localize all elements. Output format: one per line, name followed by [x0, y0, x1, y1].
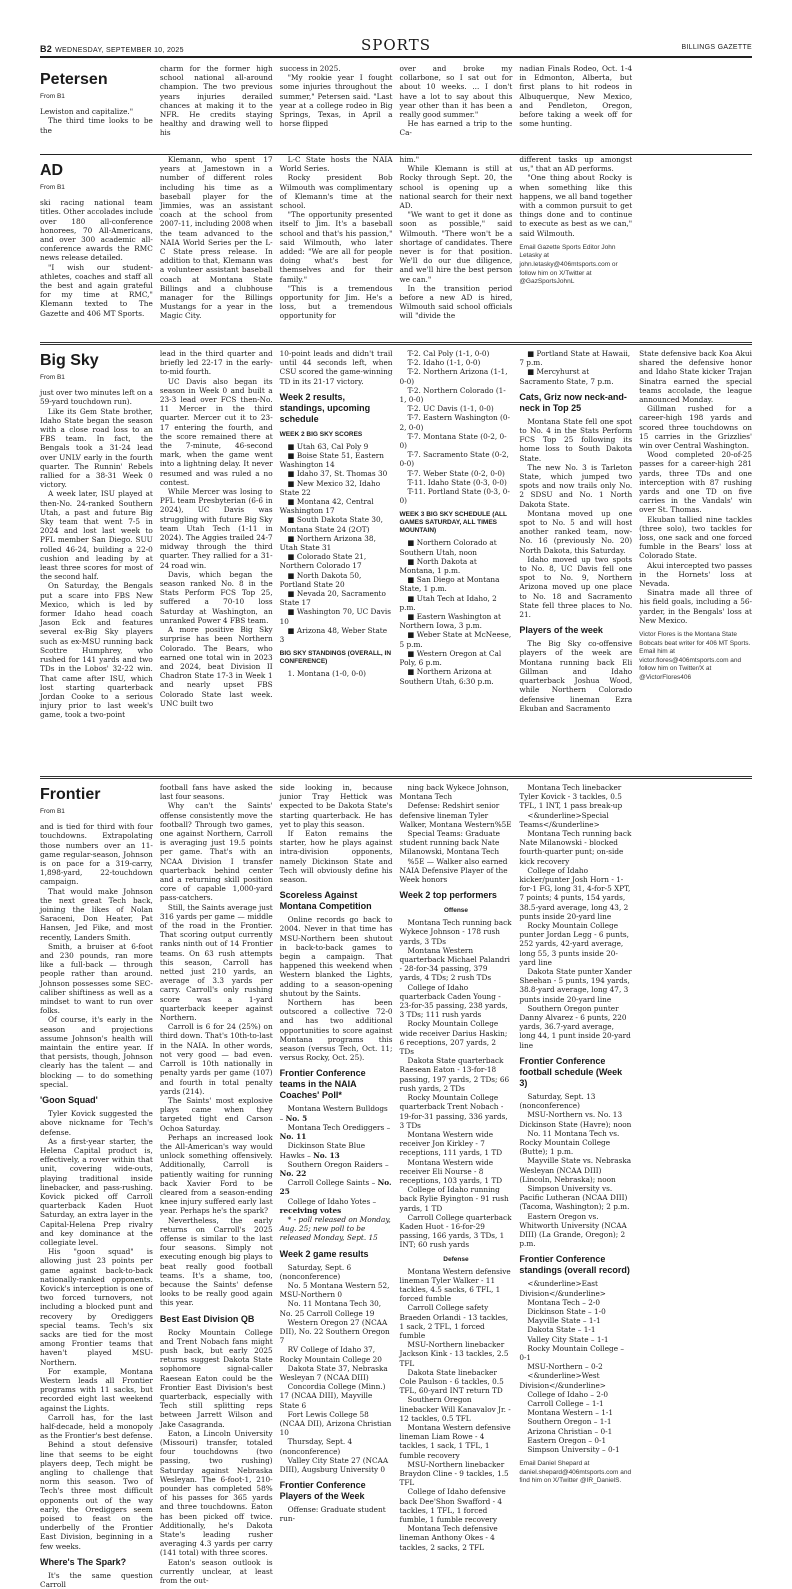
paragraph: While Mercer was losing to PFL team Presbyterian (6-6 in 2024), UC Davis was struggling with future Big Sky team Utah Tech (1-11 in 2024). The Aggies trailed 24-7 midway through the third quarter. They rallied for a 31-24 road win. — [159, 487, 273, 570]
paragraph: Special Teams: Graduate student running back Nate Milanowski, Montana Tech — [399, 829, 500, 857]
story-ad — [40, 154, 752, 340]
paragraph: Fort Lewis College 58 (NCAA DII), Arizona Christian 10 — [279, 1409, 392, 1438]
paragraph: ■ Mercyhurst at Sacramento State, 7 p.m. — [519, 367, 614, 386]
paragraph: over and broke my collarbone, so I sat out for about 10 weeks. ... I don't have a lot to say about this year other than it has been a really good summer." — [399, 64, 513, 120]
paragraph: ■ Nevada 20, Sacramento State 17 — [279, 589, 386, 608]
frontier-col-1 — [40, 779, 153, 1589]
paragraph: Smith, a bruiser at 6-foot and 230 pounds, ran more like a full-back — through people rather than around. Johnson possesses some SEC-caliber shiftiness as well as a mindset to want to run over folks. — [40, 941, 153, 1016]
subhead: Frontier Conference standings (overall record) — [519, 1254, 630, 1276]
paragraph: Rocky Mountain College – 0-1 — [519, 1343, 624, 1362]
paragraph: "My rookie year I fought some injuries throughout the summer," Petersen said. "Last year at a college rodeo in Big Springs, Texas, in April a horse flipped — [279, 73, 393, 129]
paragraph: nadian Finals Rodeo, Oct. 1-4 in Edmonton, Alberta, but first plans to hit rodeos in Albuquerque, New Mexico, and Pendleton, Oregon, before taking a week off for some hunting. — [519, 64, 633, 129]
paragraph: Southern Oregon linebacker Will Kanavalov Jr. - 12 tackles, 0.5 TFL — [399, 1395, 511, 1423]
paragraph: T-2. Northern Colorado (1-1, 0-0) — [399, 385, 506, 405]
paragraph: That would make Johnson the next great Tech back, joining the likes of Nolan Saraceni, Don Heater, Pat Hansen, Jed Fike, and most recently, Landers Smith. — [40, 886, 153, 942]
subhead: Frontier Conference teams in the NAIA Coaches' Poll* — [279, 1068, 366, 1101]
paragraph: ■ Western Oregon at Cal Poly, 6 p.m. — [399, 648, 502, 668]
paragraph: Like its Gem State brother, Idaho State began the season with a close road loss to an FBS team. In fact, the Bengals took a 31-24 lead over UNLV early in the fourth quarter. The Runnin' Rebels rallied for a 38-31 Week 0 victory. — [40, 406, 153, 490]
frontier-col-5 — [519, 779, 632, 1589]
paragraph: Dakota State 37, Nebraska Wesleyan 7 (NCAA DIII) — [279, 1363, 388, 1382]
paragraph: On Saturday, the Bengals put a scare into FBS New Mexico, which is led by former Idaho head coach Jason Eck and features several ex-Big Sky players such as ex-MSU running back Scottre Humphrey, who rushed for 141 yards and two TDs in the Lobos' 32-22 win. That came after ISU, which lost starting quarterback Jordan Cooke to a serious injury prior to last week's game, took a two-point — [40, 581, 153, 720]
bigsky-col-4 — [400, 345, 513, 774]
poll-rank: No. 13 — [313, 1150, 340, 1160]
paragraph: ■ South Dakota State 30, Montana State 24 (2OT) — [279, 515, 383, 534]
paragraph: Davis, which began the season ranked No. 8 in the Stats Perform FCS Top 25, suffered a 70-10 loss Saturday at Washington, an unranked Power 4 FBS team. — [159, 569, 273, 625]
paragraph: MSU-Northern – 0-2 — [527, 1362, 603, 1372]
paragraph: Thursday, Sept. 4 (nonconference) — [279, 1437, 353, 1456]
paragraph: Eastern Oregon vs. Whitworth University (NCAA DIII) (La Grande, Oregon); 2 p.m. — [519, 1211, 627, 1249]
paragraph: ■ North Dakota 50, Portland State 20 — [279, 570, 362, 589]
paragraph: T-2. UC Davis (1-1, 0-0) — [407, 404, 494, 414]
paragraph: College of Idaho – 2-0 — [527, 1389, 609, 1399]
paragraph: <&underline>East Division</&underline> — [519, 1279, 606, 1298]
subhead: Week 2 game results — [279, 1248, 369, 1259]
paragraph: Online records go back to 2004. Never in that time has MSU-Northern been shutout in back-to-back games to begin a campaign. That happened this weekend when Western blanked the Lights, adding to a season-opening shutout by the Saints. — [279, 915, 393, 998]
story-slug: AD — [40, 162, 64, 179]
story-slug: Big Sky — [40, 352, 99, 369]
bigsky-col-5 — [519, 345, 632, 774]
subhead: Scoreless Against Montana Competition — [279, 890, 372, 912]
paragraph: Dakota State quarterback Raesean Eaton - 13-for-18 passing, 197 yards, 2 TDs; 66 rush yards, 2 TDs — [399, 1056, 510, 1093]
jump-line: From B1 — [40, 184, 65, 191]
subhead: Players of the week — [519, 625, 603, 636]
page-number: B2 — [40, 44, 53, 54]
masthead — [40, 38, 752, 58]
paragraph: Montana Tech – 2-0 — [527, 1297, 600, 1307]
subhead: Cats, Griz now neck-and-neck in Top 25 — [519, 391, 627, 413]
paragraph: The new No. 3 is Tarleton State, which jumped two spots and now trails only No. 2 SDSU and No. 1 North Dakota State. — [519, 462, 633, 509]
paragraph: ■ Boise State 51, Eastern Washington 14 — [279, 451, 384, 470]
paragraph: Eastern Oregon – 0-1 — [527, 1435, 607, 1445]
paragraph: Tyler Kovick suggested the above nickname for Tech's defense. — [40, 1109, 153, 1137]
paragraph: Of course, it's early in the season and projections assume Johnson's health will maintain the entire year. If that persists, though, Johnson clearly has the talent — and blocking — to do something special. — [40, 1015, 153, 1089]
poll-team: Southern Oregon Raiders – — [287, 1159, 389, 1169]
poll-rank: No. 25 — [279, 1178, 392, 1197]
poll-team: Dickinson State Blue Hawks – — [279, 1141, 366, 1160]
paragraph: ■ Portland State at Hawaii, 7 p.m. — [519, 349, 631, 368]
paragraph: 1. Montana (1-0, 0-0) — [287, 669, 366, 679]
paragraph: Montana Tech defensive lineman Anthony Okes - 4 tackles, 2 sacks, 2 TFL — [399, 1524, 498, 1552]
paragraph: ■ Idaho 37, St. Thomas 30 — [287, 469, 388, 479]
paragraph: No. 11 Montana Tech 30, No. 25 Carroll College 19 — [279, 1299, 382, 1318]
paragraph: ■ Utah 63, Cal Poly 9 — [287, 441, 369, 451]
ad-col-2 — [160, 155, 273, 340]
subhead-small: WEEK 3 BIG SKY SCHEDULE (ALL GAMES SATURDAY, ALL TIMES MOUNTAIN) — [399, 511, 507, 535]
story-frontier — [40, 776, 752, 1589]
issue-date: WEDNESDAY, SEPTEMBER 10, 2025 — [55, 47, 184, 54]
paragraph: Defense: Redshirt senior defensive lineman Tyler Walker, Montana Western%5E — [399, 801, 512, 829]
paragraph: ■ Northern Colorado at Southern Utah, noon — [399, 538, 497, 557]
paragraph: Carroll College quarterback Kaden Huot - 16-for-29 passing, 166 yards, 3 TDs, 1 INT; 60 rush yards — [399, 1212, 512, 1250]
paragraph: The Saints' most explosive plays came when they targeted tight end Carson Ochoa Saturday. — [159, 1095, 273, 1133]
paragraph: %5E — Walker also earned NAIA Defensive Player of the Week honors — [399, 856, 508, 885]
paragraph: ■ Utah Tech at Idaho, 2 p.m. — [399, 593, 497, 612]
bigsky-col-2 — [160, 345, 273, 774]
paragraph: A more positive Big Sky surprise has been Northern Colorado. The Bears, who earned one total win in 2023 and 2024, beat Division II Chadron State 17-3 in Week 1 and nearly upset FBS Colorado State last week. UNC built two — [159, 625, 273, 708]
paragraph: T-7. Eastern Washington (0-2, 0-0) — [399, 413, 511, 432]
paragraph: College of Idaho quarterback Caden Young - 23-for-35 passing, 238 yards, 3 TDs; 111 rush yards — [399, 982, 508, 1020]
subhead-small: Defense — [443, 1255, 469, 1263]
paragraph: Valley City State 27 (NCAA DIII), Augsburg University 0 — [279, 1455, 389, 1474]
paragraph: Carroll is 6 for 24 (25%) on third down. That's 10th-to-last in the NAIA. In other words, not very good — bad even. Carroll is 10th nationally in penalty yards per game (107) and fourth in total penalty yards (214). — [159, 1022, 273, 1096]
paragraph: "One thing about Rocky is when something like this happens, we all band together with a common pursuit to get things done and to continue to execute as best as we can," said Wilmouth. — [519, 173, 633, 238]
paragraph: ■ Northern Arizona 38, Utah State 31 — [279, 533, 376, 553]
section-title: SPORTS — [361, 36, 431, 54]
petersen-col-1 — [40, 64, 153, 152]
paragraph: Lewiston and capitalize." — [40, 107, 134, 117]
paragraph: him." — [399, 155, 420, 164]
frontier-col-2 — [160, 779, 273, 1589]
paragraph: In the transition period before a new AD is hired, Wilmouth said school officials will "divide the — [399, 283, 513, 321]
byline: Email Gazette Sports Editor John Letasky at john.letasky@406mtsports.com or follow him on X/Twitter at @GazSportsJohnL — [519, 243, 618, 286]
paragraph: Rocky Mountain College quarterback Trent Nobach - 19-for-31 passing, 336 yards, 3 TDs — [399, 1093, 508, 1130]
paragraph: While Klemann is still at Rocky through Sept. 20, the school is opening up a national search for their next AD. — [399, 164, 513, 211]
paragraph: Dakota State linebacker Cole Paulson - 6 tackles, 0.5 TFL, 60-yard INT return TD — [399, 1367, 504, 1396]
petersen-col-3 — [280, 64, 393, 152]
poll-note: * - poll released on Monday, Aug. 25; new poll to be released Monday, Sept. 15 — [279, 1214, 391, 1243]
paragraph: College of Idaho defensive back Dee'Shon Swafford - 4 tackles, 1 TFL, 1 forced fumble, 1 fumble recovery — [399, 1487, 506, 1525]
paragraph: Simpson University – 0-1 — [527, 1445, 620, 1454]
frontier-col-6 — [639, 779, 752, 1589]
paragraph: Dickinson State – 1-0 — [527, 1306, 606, 1316]
paragraph: RV College of Idaho 37, Rocky Mountain College 20 — [279, 1345, 382, 1364]
paragraph: Rocky president Bob Wilmouth was complimentary of Klemann's time at the school. — [279, 173, 393, 211]
paragraph: Mayville State vs. Nebraska Wesleyan (NCAA DIII) (Lincoln, Nebraska); noon — [519, 1156, 632, 1184]
paragraph: Dakota State – 1-1 — [527, 1325, 596, 1335]
paragraph: No. 11 Montana Tech vs. Rocky Mountain College (Butte); 1 p.m. — [519, 1128, 620, 1157]
subhead: Frontier Conference football schedule (Week 3) — [519, 1055, 623, 1088]
paragraph: Wood completed 20-of-25 passes for a career-high 281 yards, three TDs and one interception with 87 rushing yards and one TD on five carries in the Vandals' win over St. Thomas. — [639, 450, 752, 515]
paragraph: charm for the former high school national all-around champion. The two previous years injuries derailed chances at making it to the NFR. He credits staying healthy and drawing well to his — [159, 64, 273, 138]
paragraph: L-C State hosts the NAIA World Series. — [279, 155, 393, 174]
paragraph: Mayville State – 1-1 — [527, 1316, 601, 1326]
paragraph: Montana State fell one spot to No. 4 in the Stats Perform FCS Top 25 following its home loss to South Dakota State. — [519, 416, 633, 463]
paragraph: Idaho moved up two spots to No. 8, UC Davis fell one spot to No. 9, Northern Arizona moved up one place to No. 18 and Sacramento State fell three places to No. 21. — [519, 554, 633, 620]
paragraph: ski racing national team titles. Other accolades include over 180 all-conference honorees, 70 All-Americans, and over 300 academic all-conference awards the RMC news release detailed. — [40, 198, 153, 263]
paragraph: Montana Tech running back Wykece Johnson - 178 rush yards, 3 TDs — [399, 918, 512, 946]
paragraph: Montana Western wide receiver Eli Nourse - 8 receptions, 103 yards, 1 TD — [399, 1157, 503, 1185]
paragraph: Montana Western defensive lineman Liam Rowe - 4 tackles, 1 sack, 1 TFL, 1 fumble recovery — [399, 1423, 511, 1460]
paragraph: Arizona Christian – 0-1 — [527, 1426, 613, 1436]
paragraph: T-7. Sacramento State (0-2, 0-0) — [399, 450, 509, 469]
paragraph: Carroll College – 1-1 — [527, 1398, 604, 1408]
jump-line: From B1 — [40, 374, 65, 381]
poll-entry — [280, 1123, 393, 1141]
story-big-sky — [40, 342, 752, 774]
poll-team: Carroll College Saints – — [287, 1178, 378, 1188]
subhead: Frontier Conference Players of the Week — [279, 1480, 366, 1502]
paragraph: ■ Montana 42, Central Washington 17 — [279, 497, 374, 516]
paragraph: State defensive back Koa Akui shared the defensive honor and Idaho State kicker Trajan Sinatra earned the special teams accolade, the league announced Monday. — [639, 349, 752, 405]
paragraph: T-7. Montana State (0-2, 0-0) — [399, 431, 507, 451]
paragraph: Rocky Mountain College and Trent Nobach fans might push back, but early 2025 returns suggest Dakota State sophomore signal-caller Raesean Eaton could be the Frontier East Division's best quarterback, especially with Tech still splitting reps between Jarrett Wilson and Jake Casagranda. — [159, 1327, 273, 1429]
paragraph: T-11. Idaho State (0-3, 0-0) — [407, 477, 507, 487]
ad-col-3 — [280, 155, 393, 340]
byline: Victor Flores is the Montana State Bobcats beat writer for 406 MT Sports. Email him at victor.flores@406mtsports.com and follow him on Twitter/X at @VictorFlores406 — [639, 631, 751, 682]
paragraph: Western Oregon 27 (NCAA DII), No. 22 Southern Oregon 7 — [279, 1317, 390, 1346]
paragraph: Still, the Saints average just 316 yards per game — middle of the road in the Frontier. That scoring output currently ranks ninth out of 14 Frontier teams. On 63 rush attempts this season, Carroll has netted just 210 yards, an average of 3.3 yards per carry. Carroll's only rushing score was a 1-yard quarterback keeper against Northern. — [159, 902, 273, 1023]
paragraph: It's the same question Carroll — [40, 1570, 153, 1589]
paragraph: Eaton, a Lincoln University (Missouri) transfer, totaled four touchdowns (two passing, two rushing) Saturday against Nebraska Wesleyan. The 6-foot-1, 210-pounder has completed 58% of his passes for 365 yards and three touchdowns. Eaton has been picked off twice. Additionally, he's Dakota State's leading rusher averaging 4.3 yards per carry (141 total) with three scores. — [159, 1428, 273, 1558]
paragraph: "The opportunity presented itself to Jim. It's a baseball school and that's his passion," said Wilmouth, who later added: "We are all for people doing what's best for themselves and for their family." — [279, 210, 393, 284]
paper-name: BILLINGS GAZETTE — [681, 44, 752, 51]
paragraph: Montana moved up one spot to No. 5 and will host another ranked team, now-No. 16 (previously No. 20) North Dakota, this Saturday. — [519, 508, 633, 555]
paragraph: Carroll has, for the last half-decade, held a monopoly as the Frontier's best defense. — [40, 1412, 153, 1441]
story-petersen — [40, 64, 752, 152]
paragraph: A week later, ISU played at then-No. 24-ranked Southern Utah, a past and future Big Sky team that went 7-5 in 2024 and lost last week to PFL member San Diego. SUU rolled 46-24, building a 22-0 cushion and leading by at least three scores for most of the second half. — [40, 489, 153, 582]
paragraph: If Eaton remains the starter, how he plays against intra-division opponents, namely Dickinson State and Tech will obviously define his season. — [279, 829, 393, 885]
paragraph: ■ Eastern Washington at Northern Iowa, 3 p.m. — [399, 612, 501, 631]
paragraph: The Big Sky co-offensive players of the week are Montana running back Eli Gillman and Idaho quarterback Joshua Wood, while Northern Colorado defensive lineman Ezra Ekuban and Sacramento — [519, 639, 633, 713]
paragraph: As a first-year starter, the Helena Capital product is, effectively, a rover within that unit, covering wide-outs, playing traditional inside linebacker, and pass-rushing. Kovick picked off Carroll quarterback Kaden Huot Saturday, an extra layer in the Capital-Helena Prep rivalry and key dominance at the collegiate level. — [40, 1136, 153, 1247]
petersen-col-4 — [400, 64, 513, 152]
paragraph: T-2. Northern Arizona (1-1, 0-0) — [399, 367, 508, 386]
paragraph: 10-point leads and didn't trail until 44 seconds left, when CSU scored the game-winning TD in its 21-17 victory. — [279, 349, 393, 386]
paragraph: <&underline>West Division</&underline> — [519, 1371, 606, 1390]
poll-rank: No. 11 — [279, 1132, 307, 1142]
subhead: Week 2 top performers — [399, 890, 497, 901]
paragraph: Akui intercepted two passes in the Hornets' loss at Nevada. — [639, 560, 752, 589]
subhead: Where's The Spark? — [40, 1556, 127, 1567]
story-slug: Petersen — [40, 71, 108, 88]
paragraph: MSU-Northern linebacker Braydon Cline - 9 tackles, 1.5 TFL — [399, 1459, 509, 1488]
paragraph: ■ San Diego at Montana State, 1 p.m. — [399, 575, 500, 594]
subhead: 'Goon Squad' — [40, 1095, 98, 1106]
bigsky-col-6 — [639, 345, 752, 774]
paragraph: T-2. Idaho (1-1, 0-0) — [407, 358, 481, 368]
newspaper-page — [40, 30, 752, 1589]
paragraph: ■ Weber State at McNeese, 5 p.m. — [399, 630, 512, 649]
paragraph: Concordia College (Minn.) 17 (NCAA DIII), Mayville State 6 — [279, 1382, 386, 1410]
paragraph: His "goon squad" is allowing just 23 points per game against back-to-back nationally-ranked opponents. Kovick's interception is one of two forced turnovers, not including a blocked punt and recovery by Orediggers special teams. Tech's six sacks are tied for the most among Frontier teams that haven't played MSU-Northern. — [40, 1247, 153, 1367]
subhead: Best East Division QB — [159, 1313, 255, 1324]
paragraph: Montana Western quarterback Michael Palandri - 28-for-34 passing, 379 yards, 4 TDs; 2 rush TDs — [399, 945, 511, 983]
poll-entry — [280, 1160, 393, 1178]
bigsky-col-3 — [280, 345, 393, 774]
paragraph: Ekuban tallied nine tackles (three solo), two tackles for loss, one sack and one forced fumble in the Bears' loss at Colorado State. — [639, 514, 752, 561]
jump-line: From B1 — [40, 93, 65, 100]
subhead-small: WEEK 2 BIG SKY SCORES — [279, 430, 363, 438]
paragraph: Offense: Graduate student run- — [279, 1505, 386, 1524]
paragraph: ning back Wykece Johnson, Montana Tech — [399, 783, 509, 802]
paragraph: just over two minutes left on a 59-yard touchdown run). — [40, 388, 153, 407]
ad-col-5 — [519, 155, 632, 340]
petersen-col-6 — [639, 64, 752, 152]
frontier-col-3 — [280, 779, 393, 1589]
paragraph: T-2. Cal Poly (1-1, 0-0) — [407, 349, 490, 358]
paragraph: He has earned a trip to the Ca- — [399, 119, 513, 138]
poll-entry — [280, 1197, 393, 1215]
paragraph: Montana Western – 1-1 — [527, 1408, 613, 1418]
ad-col-6 — [639, 155, 752, 340]
paragraph: Rocky Mountain College wide receiver Darius Haskin; 6 receptions, 207 yards, 2 TDs — [399, 1019, 508, 1057]
paragraph: T-11. Portland State (0-3, 0-0) — [399, 487, 510, 506]
subhead-small: Offense — [443, 907, 469, 915]
poll-team: Montana Western Bulldogs – — [279, 1104, 388, 1123]
poll-entry — [280, 1104, 393, 1122]
paragraph: and is tied for third with four touchdowns. Extrapolating those numbers over an 11-game regular-season, Johnson is on pace for a 319-carry, 1,898-yard, 22-touchdown campaign. — [40, 822, 153, 887]
paragraph: Montana Western defensive lineman Tyler Walker - 11 tackles, 4.5 sacks, 6 TFL, 1 forced fumble — [399, 1266, 511, 1304]
paragraph: ■ Washington 70, UC Davis 10 — [279, 607, 391, 626]
paragraph: ■ North Dakota at Montana, 1 p.m. — [399, 556, 477, 576]
paragraph: Eaton's season outlook is currently unclear, at least from the out- — [159, 1557, 273, 1586]
paragraph: ■ Colorado State 21, Northern Colorado 17 — [279, 552, 367, 571]
paragraph: Nevertheless, the early returns on Carroll's 2025 offense is similar to the last four seasons. Simply not executing enough big plays to beat really good football teams. It's a shame, too, because the Saints' defense looks to be really good again this year. — [159, 1215, 273, 1308]
paragraph: Montana Tech running back Nate Milanowski - blocked fourth-quarter punt; on-side kick recovery — [519, 829, 632, 866]
paragraph: Southern Oregon – 1-1 — [527, 1417, 612, 1427]
bigsky-col-1 — [40, 345, 153, 774]
paragraph: Carroll College safety Braeden Orlandi - 13 tackles, 1 sack, 2 TFL, 1 forced fumble — [399, 1303, 509, 1340]
paragraph: Gillman rushed for a career-high 198 yards and scored three touchdowns on 15 carries in the Grizzlies' win over Central Washington. — [639, 404, 752, 451]
paragraph: "This is a tremendous opportunity for Jim. He's a loss, but a tremendous opportunity for — [279, 283, 393, 321]
paragraph: <&underline>Special Teams</&underline> — [519, 810, 609, 829]
paragraph: UC Davis also began its season in Week 0 and built a 23-3 lead over FCS then-No. 11 Mercer in the third quarter. Mercer cut it to 23-17 entering the fourth, and the score remained there at the 7-minute, 46-second mark, when the game went into a lightning delay. It never resumed and was ruled a no contest. — [159, 376, 273, 487]
poll-team: Montana Tech Orediggers – — [287, 1122, 391, 1132]
petersen-col-2 — [160, 64, 273, 152]
ad-col-1 — [40, 155, 153, 340]
poll-team: College of Idaho Yotes – — [287, 1196, 377, 1206]
paragraph: Perhaps an increased look the All-American's way would unlock something offensively. Additionally, Carroll is patiently waiting for running back Xavier Ford to be cleared from a season-ending knee injury suffered early last year. Perhaps he's the spark? — [159, 1132, 273, 1216]
ad-col-4 — [400, 155, 513, 340]
paragraph: Simpson University vs. Pacific Lutheran (NCAA DIII) (Tacoma, Washington); 2 p.m. — [519, 1183, 630, 1212]
paragraph: Sinatra made all three of his field goals, including a 56-yarder, in the Bengals' loss at New Mexico. — [639, 588, 752, 625]
paragraph: No. 5 Montana Western 52, MSU-Northern 0 — [279, 1280, 390, 1300]
paragraph: T-7. Weber State (0-2, 0-0) — [407, 468, 505, 478]
paragraph: different tasks up amongst us," that an AD performs. — [519, 155, 633, 174]
paragraph: College of Idaho kicker/punter Josh Horn - 1-for-1 FG, long 31, 4-for-5 XPT, 7 points; 4 punts, 154 yards, 38.5-yard average, long 43, 2 punts inside 20-yard line — [519, 865, 631, 921]
jump-line: From B1 — [40, 808, 65, 815]
paragraph: MSU-Northern linebacker Jackson Kink - 13 tackles, 2.5 TFL — [399, 1340, 509, 1368]
paragraph: MSU-Northern vs. No. 13 Dickinson State (Havre); noon — [519, 1110, 632, 1129]
story-slug: Frontier — [40, 786, 101, 803]
paragraph: "We want to get it done as soon as possible," said Wilmouth. "There won't be a shortage of candidates. There never is for that position. We'll do our due diligence, and we'll hire the best person we can." — [399, 210, 513, 284]
paragraph: Klemann, who spent 17 years at Jamestown in a number of different roles including his time as a baseball player for the Jimmies, was an assistant coach at the school from 2007-11, including 2008 when the team advanced to the NAIA World Series per the L-C State press release. In addition to that, Klemann was a volunteer assistant baseball coach at Montana State Billings and a clubhouse manager for the Billings Mustangs for a year in the Magic City. — [159, 155, 273, 321]
paragraph: ■ New Mexico 32, Idaho State 22 — [279, 478, 381, 497]
paragraph: football fans have asked the last four seasons. — [159, 783, 273, 802]
poll-entry — [280, 1141, 393, 1159]
poll-rank: receiving votes — [279, 1205, 342, 1215]
byline: Email Daniel Shepard at daniel.shepard@406mtsports.com and find him on X/Twitter @IR_DanielS. — [519, 1460, 632, 1485]
paragraph: "I wish our student-athletes, coaches and staff all the best and again grateful for my time at RMC," Klemann texted to The Gazette and 406 MT Sports. — [40, 262, 153, 318]
paragraph: Southern Oregon punter Danny Alvarez - 6 punts, 220 yards, 36.7-yard average, long 44, 1 punt inside 20-yard line — [519, 1003, 631, 1050]
paragraph: side looking in, because junior Tray Hettick was expected to be Dakota State's starting quarterback. He has yet to play this season. — [279, 783, 393, 829]
paragraph: Northern has been outscored a collective 72-0 and has two additional opportunities to score against Montana programs this season (versus Tech, Oct. 11; versus Rocky, Oct. 25). — [279, 998, 393, 1063]
paragraph: Behind a stout defensive line that seems to be eight players deep, Tech might be angling to challenge that norm this season. Two of Tech's three most difficult opponents out of the way early, the Orediggers seem poised to feast on the underbelly of the Frontier East Division, beginning in a few weeks. — [40, 1440, 153, 1551]
paragraph: For example, Montana Western leads all Frontier programs with 11 sacks, but recorded eight last weekend against the Lights. — [40, 1366, 153, 1413]
paragraph: Saturday, Sept. 13 (nonconference) — [519, 1091, 596, 1111]
paragraph: Valley City State – 1-1 — [527, 1334, 609, 1344]
poll-entry — [280, 1178, 393, 1196]
subhead: Week 2 results, standings, upcoming schedule — [279, 391, 371, 424]
petersen-col-5 — [519, 64, 632, 152]
paragraph: Montana Tech linebacker Tyler Kovick - 3 tackles, 0.5 TFL, 1 INT, 1 pass break-up — [519, 783, 623, 811]
frontier-col-4 — [400, 779, 513, 1589]
paragraph: Why can't the Saints' offense consistently move the football? Through two games, one against Northern, Carroll is averaging just 19.5 points per game. That's with an NCAA Division I transfer quarterback behind center and a returning skill position core of capable 1,000-yard pass-catchers. — [159, 801, 273, 903]
paragraph: College of Idaho running back Rylie Byington - 91 rush yards, 1 TD — [399, 1185, 509, 1213]
paragraph: success in 2025. — [279, 64, 341, 73]
paragraph: The third time looks to be the — [40, 116, 153, 135]
poll-rank: No. 22 — [279, 1168, 307, 1178]
subhead-small: BIG SKY STANDINGS (OVERALL, IN CONFERENCE) — [279, 650, 392, 666]
paragraph: Montana Western wide receiver Jon Kirkley - 7 receptions, 111 yards, 1 TD — [399, 1129, 503, 1158]
paragraph: ■ Arizona 48, Weber State 3 — [279, 625, 388, 645]
poll-rank: No. 5 — [285, 1113, 308, 1123]
paragraph: Rocky Mountain College punter Jordan Legg - 6 punts, 252 yards, 42-yard average, long 55, 3 punts inside 20-yard line — [519, 921, 629, 967]
paragraph: Dakota State punter Xander Sheehan - 5 punts, 194 yards, 38.8-yard average, long 47, 3 punts inside 20-yard line — [519, 967, 632, 1004]
paragraph: Saturday, Sept. 6 (nonconference) — [279, 1262, 352, 1281]
paragraph: ■ Northern Arizona at Southern Utah, 6:30 p.m. — [399, 667, 494, 686]
paragraph: lead in the third quarter and briefly led 22-17 in the early-to-mid fourth. — [159, 349, 273, 377]
